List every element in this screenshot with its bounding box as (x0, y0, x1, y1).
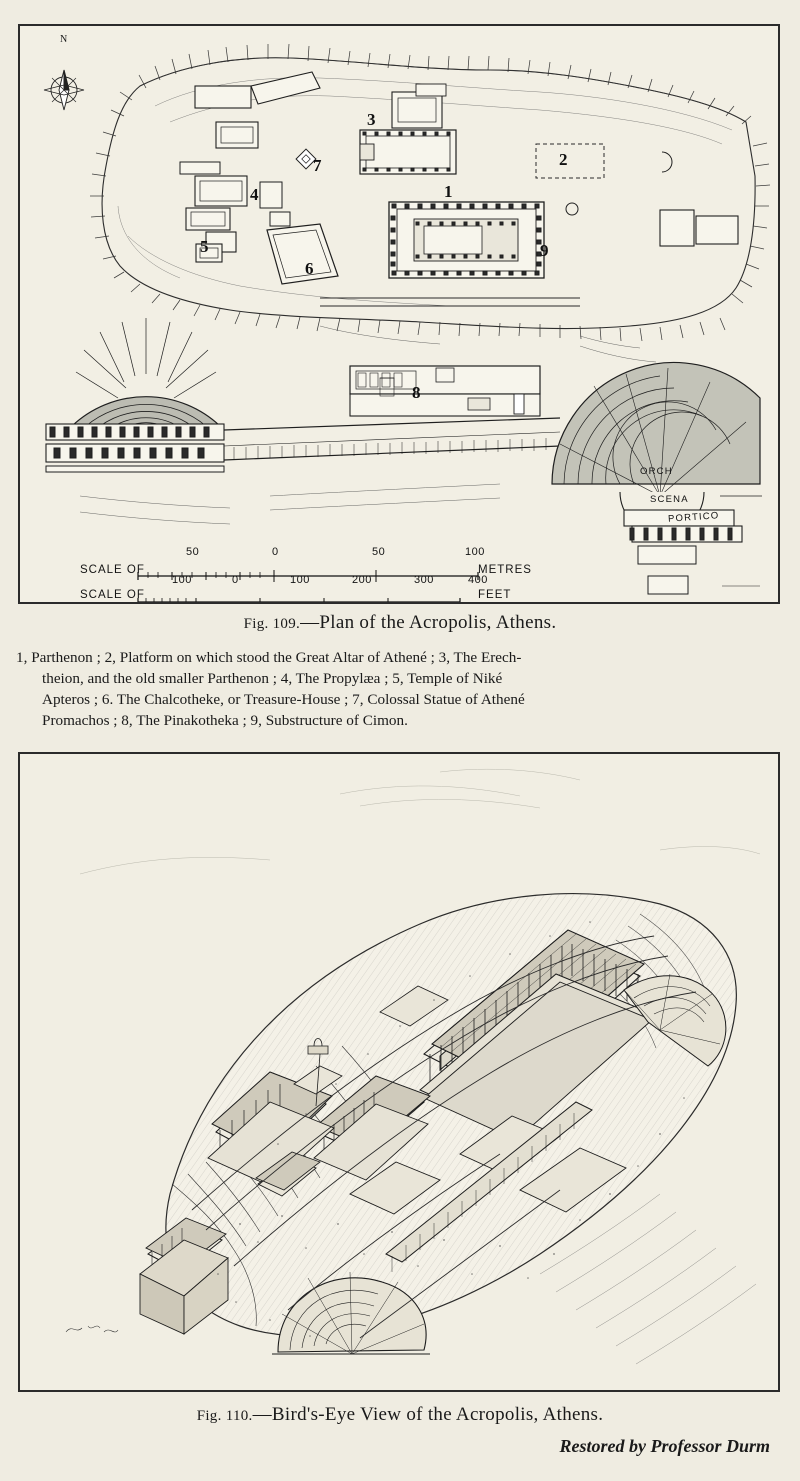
building-pinakotheka (350, 366, 540, 416)
plan-label-2: 2 (559, 150, 568, 169)
figure-110-credit: Restored by Professor Durm (559, 1436, 770, 1456)
figure-109-caption-dash: — (300, 612, 320, 633)
plan-label-3: 3 (367, 110, 376, 129)
figure-109-caption-title: Plan of the Acropolis, Athens. (319, 612, 557, 633)
figure-110-caption-title: Bird's-Eye View of the Acropolis, Athens. (271, 1404, 604, 1425)
plan-label-6: 6 (305, 259, 314, 278)
scale-feet-tick-200: 200 (352, 574, 372, 586)
plan-label-4: 4 (250, 185, 259, 204)
scale-bars-labels (80, 534, 550, 600)
figure-109-caption-prefix: Fig. 109. (243, 616, 301, 632)
scale-of-feet-label: SCALE OF (80, 589, 145, 601)
figure-109-key (16, 648, 784, 732)
compass-north-label: N (60, 34, 68, 45)
scale-metres-tick-0: 0 (272, 546, 279, 558)
scale-metres-tick-50a: 50 (186, 546, 200, 558)
scale-feet-tick-100a: 100 (172, 574, 192, 586)
scale-metres-tick-100: 100 (465, 546, 485, 558)
plan-label-7: 7 (313, 156, 322, 175)
theatre-scena-label: SCENA (650, 494, 689, 505)
figure-109-caption (0, 612, 800, 634)
figure-109-key-line-1: 1, Parthenon ; 2, Platform on which stood the Great Altar of Athené ; 3, The Erech- (16, 649, 522, 666)
scale-of-metres-label: SCALE OF (80, 564, 145, 576)
plan-label-8: 8 (412, 383, 421, 402)
theatre-orchestra-label: ORCH (640, 466, 673, 477)
plan-label-1: 1 (444, 182, 453, 201)
building-parthenon (389, 202, 544, 278)
scale-feet-tick-0: 0 (232, 574, 239, 586)
scale-metres-tick-50b: 50 (372, 546, 386, 558)
acropolis-plan-drawing (20, 26, 778, 602)
figure-109-key-line-4: Promachos ; 8, The Pinakotheka ; 9, Substructure of Cimon. (42, 711, 408, 729)
theatre-portico-label: PORTICO (667, 510, 720, 525)
scale-feet-tick-100b: 100 (290, 574, 310, 586)
scale-feet-tick-400: 400 (468, 574, 488, 586)
figure-109-plan (18, 24, 780, 604)
acropolis-birdseye-drawing (20, 754, 778, 1390)
metres-unit-label: METRES (478, 564, 532, 576)
figure-109-key-line-2: theion, and the old smaller Parthenon ; 4, The Propylæa ; 5, Temple of Niké (42, 669, 503, 687)
feet-unit-label: FEET (478, 589, 512, 601)
plan-label-9: 9 (540, 241, 549, 260)
scale-feet-tick-300: 300 (414, 574, 434, 586)
figure-110-caption-dash: — (252, 1404, 272, 1425)
figure-110-caption (0, 1404, 800, 1426)
figure-110-caption-prefix: Fig. 110. (196, 1408, 253, 1424)
figure-109-key-line-3: Apteros ; 6. The Chalcotheke, or Treasure-House ; 7, Colossal Statue of Athené (42, 690, 525, 708)
plan-label-5: 5 (200, 237, 209, 256)
figure-110-birdseye-view (18, 752, 780, 1392)
